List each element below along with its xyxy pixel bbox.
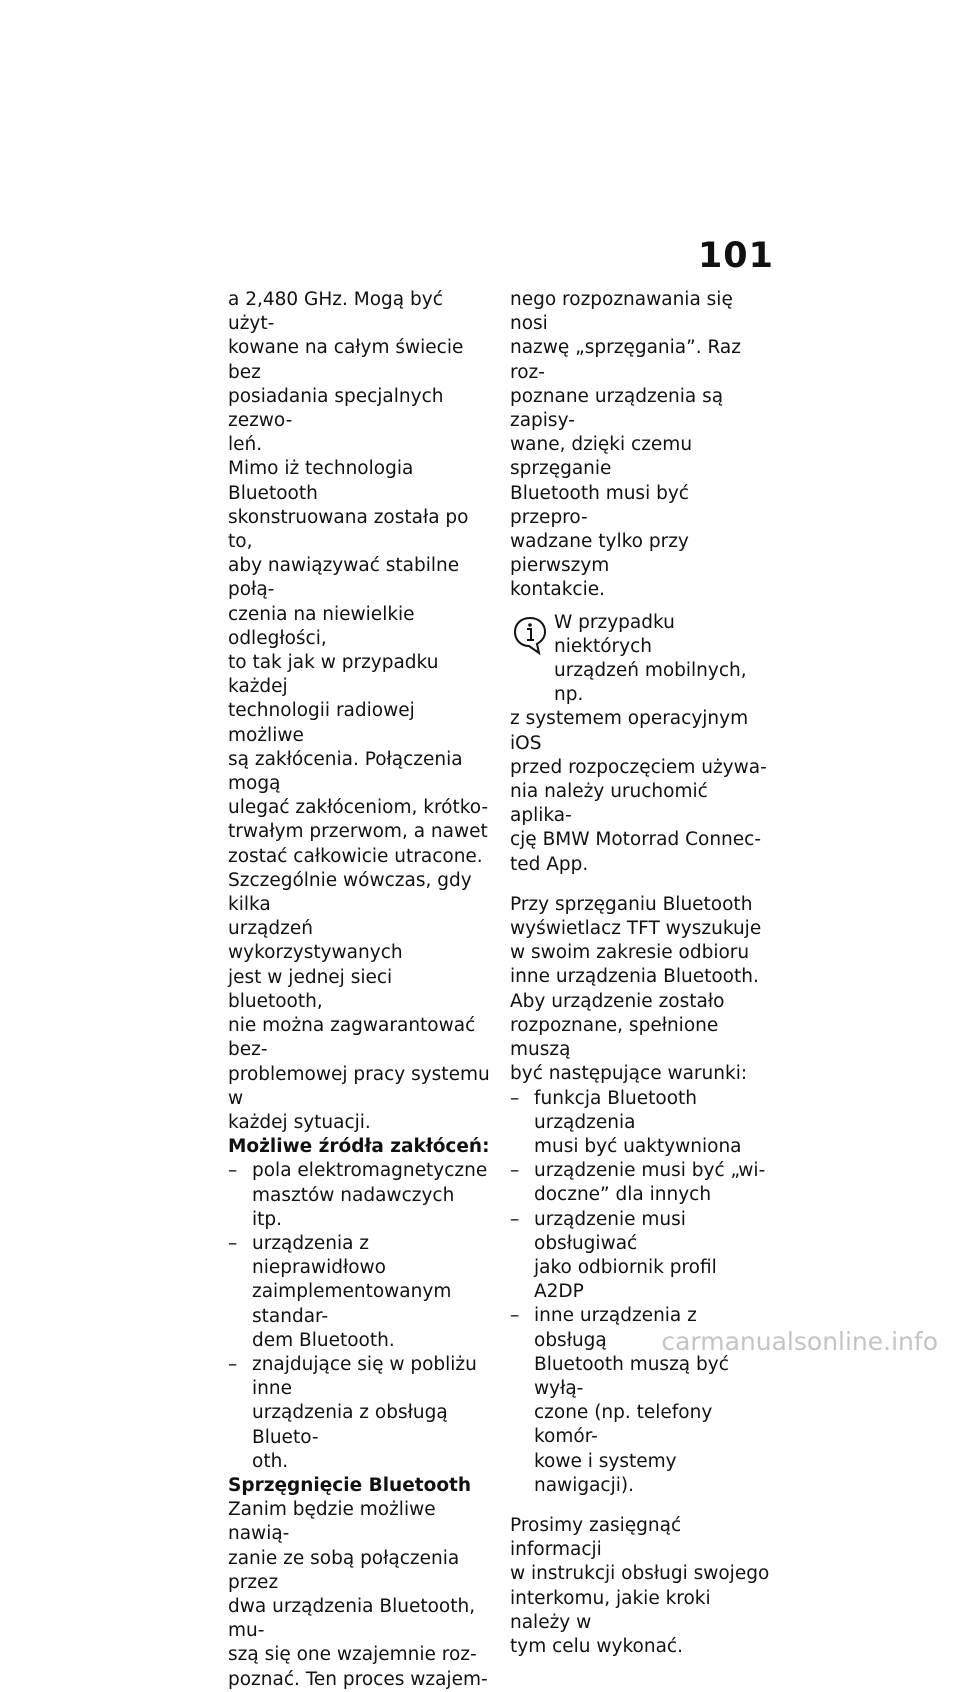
text-line: technologii radiowej możliwe — [228, 700, 415, 746]
text-line: cję BMW Motorrad Connec- — [510, 829, 762, 851]
text-line: rozpoznane, spełnione muszą — [510, 1014, 719, 1061]
text-line: tym celu wykonać. — [510, 1635, 683, 1657]
text-line: pola elektromagnetyczne — [252, 1160, 488, 1182]
text-line: czone (np. telefony komór- — [534, 1402, 713, 1448]
text-line: doczne” dla innych — [534, 1184, 712, 1206]
text-line: skonstruowana została po to, — [228, 506, 469, 553]
interference-heading: Możliwe źródła zakłóceń: — [228, 1136, 490, 1158]
info-text — [510, 707, 772, 876]
text-line: poznane urządzenia są zapisy- — [510, 385, 724, 432]
text-line: inne urządzenia z obsługą — [534, 1305, 697, 1351]
dash-bullet: – — [510, 1160, 520, 1182]
text-line: nego rozpoznawania się nosi — [510, 289, 733, 335]
text-line: Aby urządzenie zostało — [510, 990, 725, 1012]
text-line: z systemem operacyjnym iOS — [510, 708, 749, 754]
text-line: każdej sytuacji. — [228, 1111, 371, 1133]
text-line: nazwę „sprzęgania”. Raz roz- — [510, 337, 741, 383]
pairing-paragraph — [228, 1498, 490, 1692]
text-line: oth. — [252, 1450, 289, 1472]
pairing-heading: Sprzęgnięcie Bluetooth — [228, 1474, 472, 1496]
text-line: poznać. Ten proces wzajem- — [228, 1668, 488, 1690]
text-line: w swoim zakresie odbioru — [510, 942, 750, 964]
intro-paragraph — [228, 288, 490, 457]
text-line: w instrukcji obsługi swojego — [510, 1563, 770, 1585]
text-line: zaimplementowanym standar- — [252, 1281, 452, 1327]
text-line: jako odbiornik profil A2DP — [534, 1256, 717, 1303]
text-line: trwałym przerwom, a nawet — [228, 821, 488, 843]
text-line: być następujące warunki: — [510, 1063, 748, 1085]
text-line: szą się one wzajemnie roz- — [228, 1644, 477, 1666]
dash-bullet: – — [228, 1353, 238, 1375]
list-item — [510, 1159, 772, 1207]
list-item — [228, 1353, 490, 1474]
text-line: Przy sprzęganiu Bluetooth — [510, 893, 753, 915]
text-line: kowe i systemy nawigacji). — [534, 1450, 677, 1496]
text-line: wyświetlacz TFT wyszukuje — [510, 918, 762, 940]
text-line: znajdujące się w pobliżu inne — [252, 1353, 477, 1400]
text-line: Mimo iż technologia Bluetooth — [228, 458, 414, 504]
text-line: kowane na całym świecie bez — [228, 337, 464, 383]
tft-paragraph — [510, 893, 772, 1087]
text-line: urządzeń mobilnych, np. — [554, 660, 747, 706]
text-line: kontakcie. — [510, 579, 605, 601]
text-line: wadzane tylko przy pierwszym — [510, 531, 689, 577]
text-line: Szczególnie wówczas, gdy kilka — [228, 869, 472, 916]
text-line: ted App. — [510, 853, 589, 875]
text-line: a 2,480 GHz. Mogą być użyt- — [228, 289, 443, 335]
text-line: ulegać zakłóceniom, krótko- — [228, 797, 489, 819]
text-line: funkcja Bluetooth urządzenia — [534, 1087, 698, 1133]
list-item — [228, 1232, 490, 1353]
dash-bullet: – — [228, 1160, 238, 1182]
dash-bullet: – — [510, 1208, 520, 1230]
list-item — [228, 1159, 490, 1232]
text-line: dem Bluetooth. — [252, 1329, 395, 1351]
text-line: posiadania specjalnych zezwo- — [228, 385, 444, 432]
text-line: Bluetooth muszą być wyłą- — [534, 1353, 729, 1399]
intercom-paragraph — [510, 1514, 772, 1659]
info-note — [510, 611, 772, 877]
pairing-continued-paragraph — [510, 288, 772, 603]
text-line: nie można zagwarantować bez- — [228, 1015, 476, 1061]
dash-bullet: – — [228, 1232, 238, 1254]
text-line: jest w jednej sieci bluetooth, — [228, 966, 393, 1012]
text-line: musi być uaktywniona — [534, 1135, 742, 1157]
text-line: przed rozpoczęciem używa- — [510, 756, 767, 778]
text-line: aby nawiązywać stabilne połą- — [228, 555, 460, 601]
text-line: Zanim będzie możliwe nawią- — [228, 1499, 436, 1545]
text-line: są zakłócenia. Połączenia mogą — [228, 748, 463, 795]
text-line: nia należy uruchomić aplika- — [510, 781, 708, 827]
text-line: masztów nadawczych itp. — [252, 1184, 455, 1230]
left-column — [228, 288, 490, 1692]
text-line: zostać całkowicie utracone. — [228, 845, 483, 867]
text-line: inne urządzenia Bluetooth. — [510, 966, 759, 988]
text-line: urządzenie musi obsługiwać — [534, 1208, 686, 1254]
text-line: Bluetooth musi być przepro- — [510, 482, 689, 528]
text-line: interkomu, jakie kroki należy w — [510, 1587, 711, 1633]
page-number: 101 — [697, 236, 774, 276]
text-line: czenia na niewielkie odległości, — [228, 603, 415, 649]
text-line: urządzenia z nieprawidłowo — [252, 1232, 386, 1279]
bluetooth-paragraph — [228, 457, 490, 1135]
text-line: urządzeń wykorzystywanych — [228, 918, 403, 964]
text-line: leń. — [228, 434, 263, 456]
watermark: carmanualsonline.info — [661, 1327, 938, 1356]
text-line: zanie ze sobą połączenia przez — [228, 1547, 460, 1593]
text-line: Prosimy zasięgnąć informacji — [510, 1514, 682, 1561]
text-line: urządzenia z obsługą Blueto- — [252, 1402, 448, 1448]
text-line: to tak jak w przypadku każdej — [228, 652, 439, 698]
list-item — [510, 1208, 772, 1305]
dash-bullet: – — [510, 1305, 520, 1327]
right-column — [510, 288, 772, 1659]
info-icon — [512, 615, 548, 655]
text-line: urządzenie musi być „wi- — [534, 1160, 766, 1182]
text-line: problemowej pracy systemu w — [228, 1063, 490, 1109]
text-line: dwa urządzenia Bluetooth, mu- — [228, 1595, 476, 1642]
list-item — [510, 1087, 772, 1160]
text-line: W przypadku niektórych — [554, 611, 675, 657]
dash-bullet: – — [510, 1087, 520, 1109]
text-line: wane, dzięki czemu sprzęganie — [510, 434, 693, 480]
